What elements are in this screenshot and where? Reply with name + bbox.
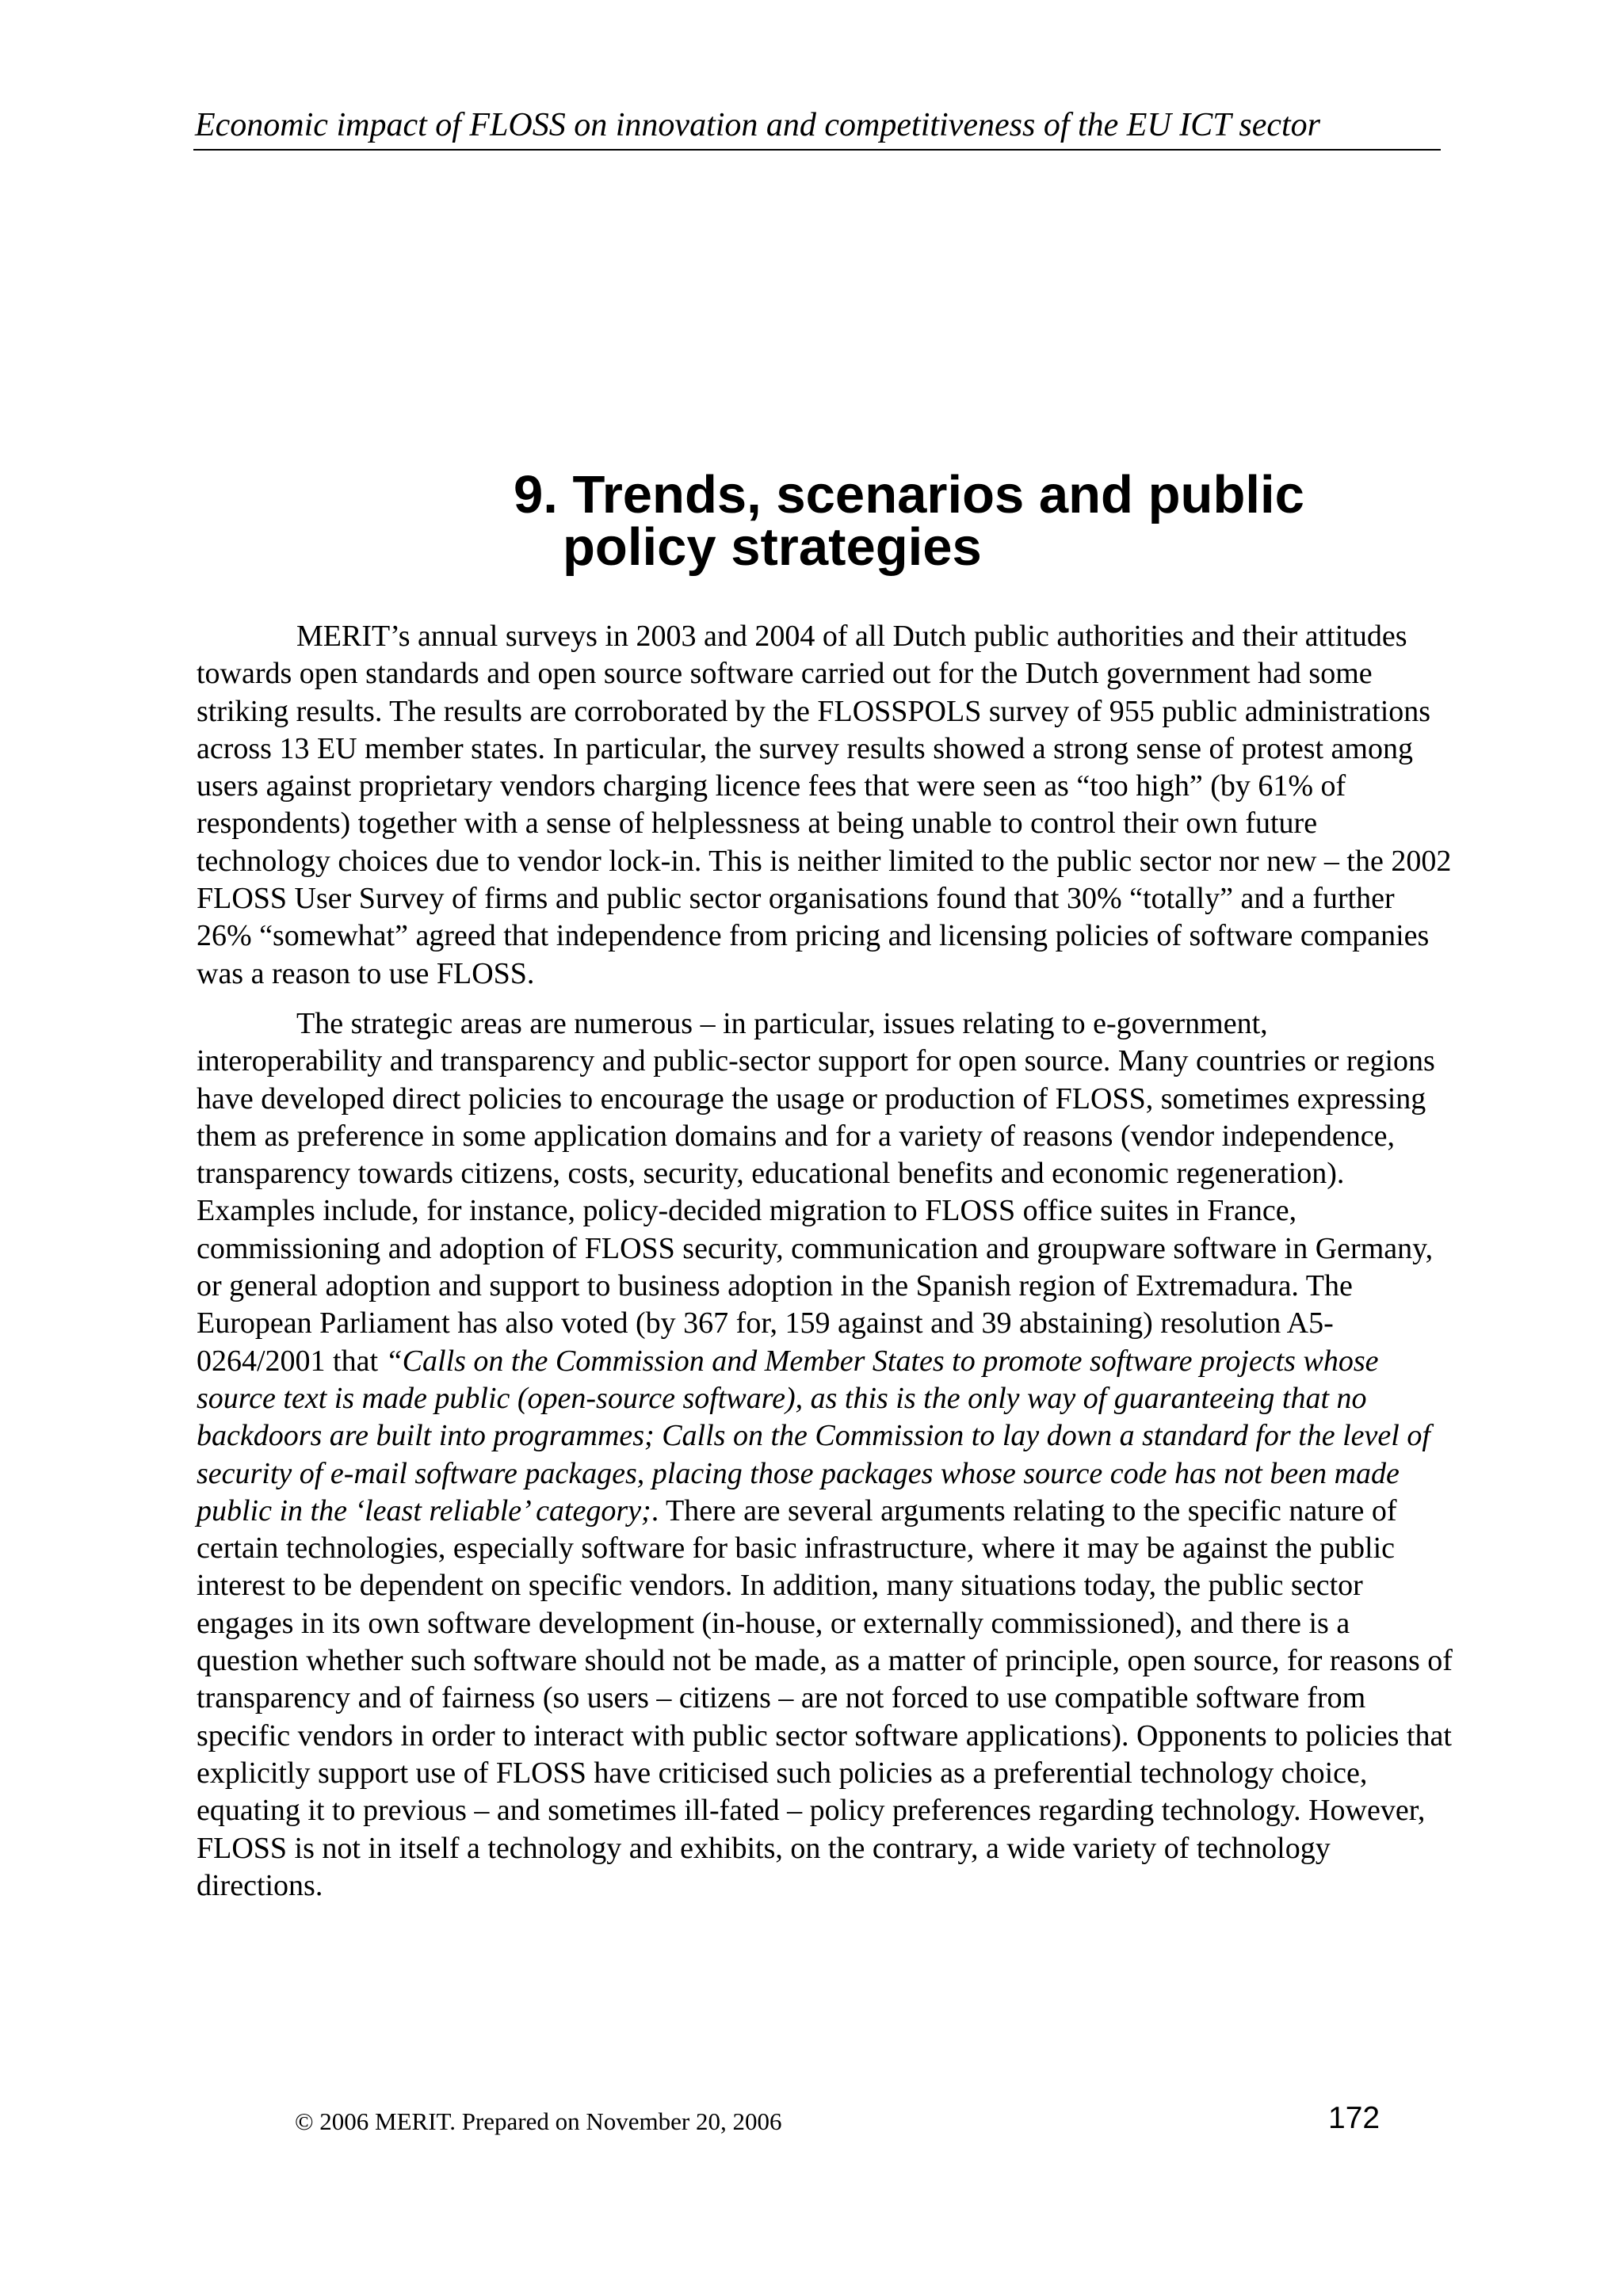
paragraph-2 bbox=[197, 1005, 1457, 1905]
resolution-quote: “Calls on the Commission and Member States to promote software projects whose source text is made public (open-source software), as this is the only way of guaranteeing that no backdoors are built into programmes; Calls on the Commission to lay down a standard for the level of security of e-mail software packages, placing those packages whose source code has not been made public in the ‘least reliable’ category; bbox=[197, 1344, 1430, 1527]
footer-copyright: © 2006 MERIT. Prepared on November 20, 2006 bbox=[295, 2107, 782, 2135]
paragraph-1: MERIT’s annual surveys in 2003 and 2004 of all Dutch public authorities and their attitudes towards open standards and open source software carried out for the Dutch government had some striking results. The results are corroborated by the FLOSSPOLS survey of 955 public administrations across 13 EU member states. In particular, the survey results showed a strong sense of protest among users against proprietary vendors charging licence fees that were seen as “too high” (by 61% of respondents) together with a sense of helplessness at being unable to control their own future technology choices due to vendor lock-in. This is neither limited to the public sector nor new – the 2002 FLOSS User Survey of firms and public sector organisations found that 30% “totally” and a further 26% “somewhat” agreed that independence from pricing and licensing policies of software companies was a reason to use FLOSS. bbox=[197, 620, 1452, 990]
running-header: Economic impact of FLOSS on innovation and competitiveness of the EU ICT sector bbox=[195, 107, 1321, 143]
body-text bbox=[197, 618, 1457, 1905]
page-number: 172 bbox=[1328, 2101, 1381, 2135]
chapter-title-line-2: policy strategies bbox=[563, 517, 982, 577]
paragraph-2-intro: The strategic areas are numerous – in particular, issues relating to e-government, interoperability and transparency and public-sector support for open source. Many countries or regions have developed direct policies to encourage the usage or production of FLOSS, sometimes expressing them as preference in some application domains and for a variety of reasons (vendor independence, transparency towards citizens, costs, security, educational benefits and economic regeneration). Examples include, for instance, policy-decided migration to FLOSS office suites in France, commissioning and adoption of FLOSS security, communication and groupware software in Germany, or general adoption and support to business adoption in the Spanish region of Extremadura. The European Parliament has also voted (by 367 for, 159 against and 39 abstaining) resolution A5-0264/2001 that bbox=[197, 1006, 1435, 1378]
chapter-title bbox=[514, 465, 1369, 577]
chapter-title-line-1: 9. Trends, scenarios and public bbox=[514, 465, 1304, 524]
paragraph-2-rest: . There are several arguments relating to the specific nature of certain technologies, especially software for basic infrastructure, where it may be against the public interest to be dependent on specific vendors. In addition, many situations today, the public sector engages in its own software development (in-house, or externally commissioned), and there is a question whether such software should not be made, as a matter of principle, open source, for reasons of transparency and of fairness (so users – citizens – are not forced to use compatible software from specific vendors in order to interact with public sector software applications). Opponents to policies that explicitly support use of FLOSS have criticised such policies as a preferential technology choice, equating it to previous – and sometimes ill-fated – policy preferences regarding technology. However, FLOSS is not in itself a technology and exhibits, on the contrary, a wide variety of technology directions. bbox=[197, 1493, 1453, 1902]
header-rule bbox=[193, 149, 1441, 151]
